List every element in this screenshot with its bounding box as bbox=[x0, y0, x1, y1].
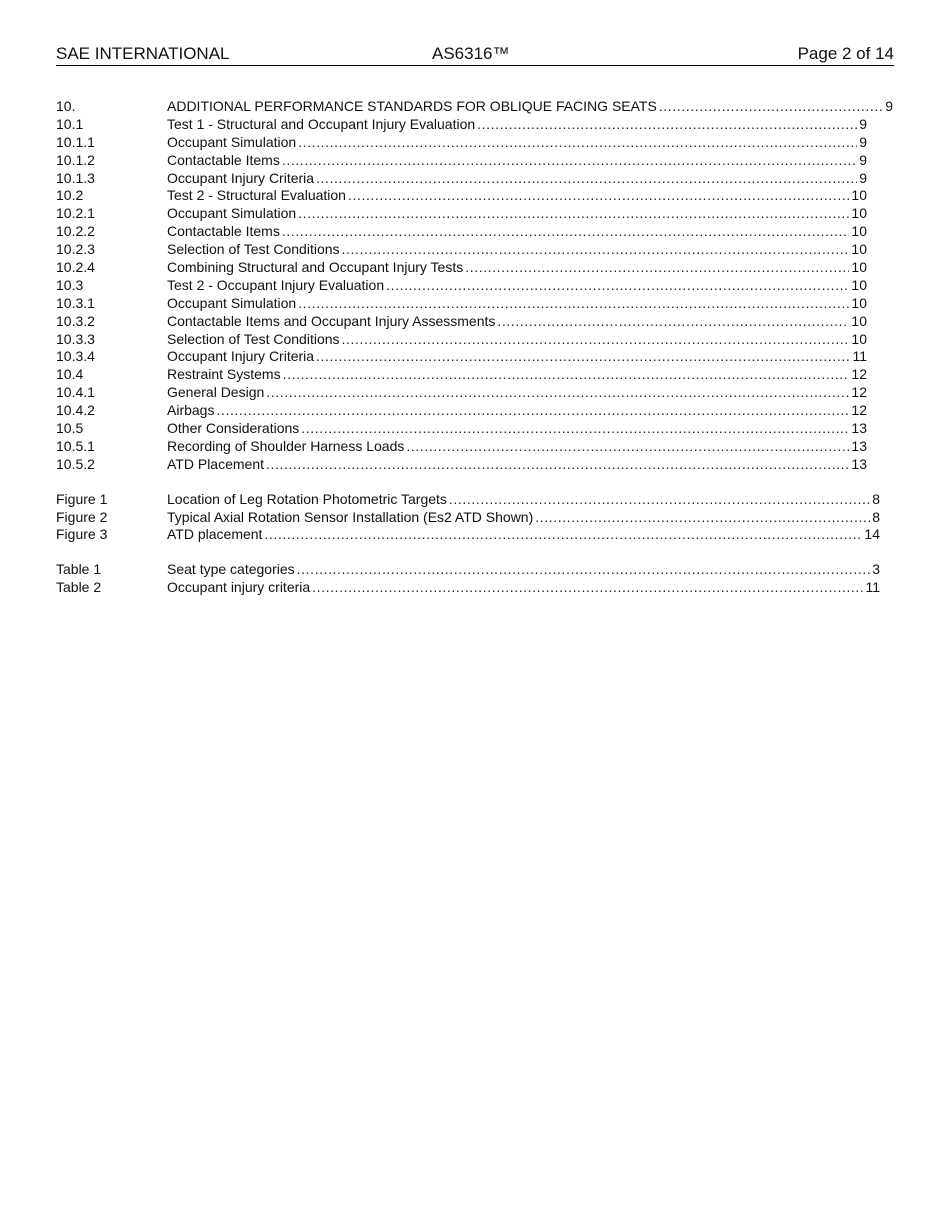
toc-entry-page: 9 bbox=[885, 98, 893, 114]
toc-entry-page: 11 bbox=[865, 579, 880, 596]
toc-entry[interactable] bbox=[56, 152, 880, 170]
toc-entry-title: Occupant Injury Criteria bbox=[167, 169, 315, 186]
toc-entry[interactable] bbox=[56, 241, 880, 259]
toc-entry-title: Contactable Items and Occupant Injury Assessments bbox=[167, 312, 496, 329]
dot-leader bbox=[282, 223, 850, 241]
dot-leader bbox=[497, 313, 849, 331]
header-organization: SAE INTERNATIONAL bbox=[56, 44, 230, 63]
toc-entry-page: 9 bbox=[859, 115, 867, 132]
toc-entry-title: ATD placement bbox=[167, 526, 263, 543]
toc-entry-number: 10.3 bbox=[56, 276, 84, 293]
toc-entry-page: 13 bbox=[851, 420, 867, 437]
toc-entry-title: Location of Leg Rotation Photometric Targets bbox=[167, 490, 447, 507]
toc-entry-title: Seat type categories bbox=[167, 561, 295, 578]
toc-entry-number: Figure 3 bbox=[56, 526, 108, 543]
toc-entry[interactable] bbox=[56, 277, 880, 295]
dot-leader bbox=[386, 277, 849, 295]
toc-entry-title: Contactable Items bbox=[167, 223, 280, 240]
toc-entry-title: Combining Structural and Occupant Injury Tests bbox=[167, 259, 464, 276]
toc-entry-page: 9 bbox=[859, 133, 867, 150]
toc-entry-number: 10.5.1 bbox=[56, 437, 95, 454]
toc-entry-number: 10.1 bbox=[56, 115, 84, 132]
toc-entry-number: 10.2.1 bbox=[56, 205, 95, 222]
header-document-number: AS6316™ bbox=[432, 44, 510, 63]
toc-entry[interactable] bbox=[56, 366, 880, 384]
dot-leader bbox=[348, 187, 849, 205]
dot-leader bbox=[266, 456, 849, 474]
toc-entry[interactable] bbox=[56, 402, 880, 420]
dot-leader bbox=[342, 241, 850, 259]
toc-entry-title: Contactable Items bbox=[167, 151, 280, 168]
toc-entry-page: 13 bbox=[851, 437, 867, 454]
toc-figures bbox=[56, 491, 880, 545]
toc-entry-number: 10.4 bbox=[56, 366, 84, 383]
toc-entry-title: Occupant Simulation bbox=[167, 133, 297, 150]
dot-leader bbox=[216, 402, 849, 420]
dot-leader bbox=[283, 366, 850, 384]
header-page-number: Page 2 of 14 bbox=[797, 44, 894, 63]
toc-entry[interactable] bbox=[56, 295, 880, 313]
toc-entry-number: Figure 1 bbox=[56, 490, 108, 507]
dot-leader bbox=[264, 526, 862, 544]
toc-entry-page: 8 bbox=[872, 508, 880, 525]
toc-entry-page: 10 bbox=[851, 294, 867, 311]
toc-entry-page: 9 bbox=[859, 169, 867, 186]
toc-entry-title: Selection of Test Conditions bbox=[167, 330, 340, 347]
toc-entry-number: 10.4.2 bbox=[56, 402, 95, 419]
toc-entry-title: ADDITIONAL PERFORMANCE STANDARDS FOR OBLIQUE FACING SEATS bbox=[167, 98, 657, 114]
toc-entry-number: 10.5.2 bbox=[56, 455, 95, 472]
dot-leader bbox=[465, 259, 849, 277]
dot-leader bbox=[316, 170, 857, 188]
toc-entry[interactable] bbox=[56, 313, 880, 331]
toc-entry-number: 10.5 bbox=[56, 420, 84, 437]
toc-entry-page: 10 bbox=[851, 241, 867, 258]
dot-leader bbox=[298, 205, 849, 223]
toc-entry-number: 10.2 bbox=[56, 187, 84, 204]
dot-leader bbox=[449, 491, 870, 509]
table-of-contents bbox=[56, 98, 893, 597]
toc-entry-number: 10.3.4 bbox=[56, 348, 95, 365]
toc-entry-number: 10.3.1 bbox=[56, 294, 95, 311]
toc-entry-page: 9 bbox=[859, 151, 867, 168]
dot-leader bbox=[659, 98, 883, 116]
toc-entry[interactable] bbox=[56, 205, 880, 223]
toc-entry-number: 10.4.1 bbox=[56, 384, 95, 401]
toc-entry[interactable] bbox=[56, 331, 880, 349]
toc-entry-number: 10.1.2 bbox=[56, 151, 95, 168]
toc-entry-page: 3 bbox=[872, 561, 880, 578]
toc-tables bbox=[56, 561, 880, 597]
toc-entry[interactable] bbox=[56, 348, 880, 366]
toc-entry-number: 10.2.3 bbox=[56, 241, 95, 258]
toc-entry[interactable] bbox=[56, 420, 880, 438]
toc-entry-page: 10 bbox=[851, 330, 867, 347]
toc-entry-number: 10.3.3 bbox=[56, 330, 95, 347]
toc-entry-page: 10 bbox=[851, 205, 867, 222]
toc-entry-title: General Design bbox=[167, 384, 265, 401]
toc-entry-title: Occupant Simulation bbox=[167, 205, 297, 222]
toc-entry-number: Table 2 bbox=[56, 579, 102, 596]
toc-entry[interactable] bbox=[56, 438, 880, 456]
dot-leader bbox=[298, 295, 849, 313]
toc-entry-title: Occupant Injury Criteria bbox=[167, 348, 315, 365]
toc-entry-title: Other Considerations bbox=[167, 420, 300, 437]
toc-entry-number: 10.2.4 bbox=[56, 259, 95, 276]
toc-entry-title: Test 2 - Structural Evaluation bbox=[167, 187, 346, 204]
dot-leader bbox=[477, 116, 857, 134]
toc-entry[interactable] bbox=[56, 509, 880, 527]
dot-leader bbox=[535, 509, 870, 527]
toc-entry-number: 10.3.2 bbox=[56, 312, 95, 329]
toc-entry[interactable] bbox=[56, 187, 880, 205]
page-header bbox=[56, 44, 894, 66]
toc-entry[interactable] bbox=[56, 384, 880, 402]
toc-entry-page: 13 bbox=[851, 455, 867, 472]
dot-leader bbox=[297, 561, 871, 579]
toc-entry-page: 10 bbox=[851, 223, 867, 240]
toc-entry[interactable] bbox=[56, 579, 880, 597]
toc-entry[interactable] bbox=[56, 259, 880, 277]
toc-entry-title: ATD Placement bbox=[167, 455, 264, 472]
toc-entry-number: 10.2.2 bbox=[56, 223, 95, 240]
toc-entry-title: Airbags bbox=[167, 402, 215, 419]
toc-entry-page: 12 bbox=[851, 366, 867, 383]
toc-entry-title: Typical Axial Rotation Sensor Installation (Es2 ATD Shown) bbox=[167, 508, 534, 525]
toc-entry-title: Restraint Systems bbox=[167, 366, 281, 383]
toc-entry[interactable] bbox=[56, 561, 880, 579]
toc-entry-number: 10.1.3 bbox=[56, 169, 95, 186]
toc-entry-page: 14 bbox=[864, 526, 880, 543]
toc-entry[interactable] bbox=[56, 491, 880, 509]
toc-entry-title: Occupant Simulation bbox=[167, 294, 297, 311]
dot-leader bbox=[301, 420, 849, 438]
dot-leader bbox=[282, 152, 857, 170]
dot-leader bbox=[406, 438, 849, 456]
toc-entry[interactable] bbox=[56, 98, 893, 116]
dot-leader bbox=[312, 579, 863, 597]
toc-entry-title: Test 1 - Structural and Occupant Injury Evaluation bbox=[167, 115, 476, 132]
toc-sections bbox=[56, 98, 893, 474]
toc-entry-number: 10.1.1 bbox=[56, 133, 95, 150]
dot-leader bbox=[266, 384, 849, 402]
toc-entry-title: Occupant injury criteria bbox=[167, 579, 311, 596]
toc-entry-title: Recording of Shoulder Harness Loads bbox=[167, 437, 405, 454]
toc-entry[interactable] bbox=[56, 134, 880, 152]
toc-entry[interactable] bbox=[56, 116, 880, 134]
toc-entry[interactable] bbox=[56, 223, 880, 241]
toc-entry-page: 12 bbox=[851, 384, 867, 401]
toc-entry-number: 10. bbox=[56, 98, 76, 114]
toc-entry-page: 10 bbox=[851, 276, 867, 293]
toc-entry-title: Selection of Test Conditions bbox=[167, 241, 340, 258]
dot-leader bbox=[342, 331, 850, 349]
toc-entry-page: 10 bbox=[851, 187, 867, 204]
toc-entry-number: Table 1 bbox=[56, 561, 102, 578]
toc-entry[interactable] bbox=[56, 456, 880, 474]
toc-entry[interactable] bbox=[56, 526, 880, 544]
toc-entry-title: Test 2 - Occupant Injury Evaluation bbox=[167, 276, 385, 293]
toc-entry-number: Figure 2 bbox=[56, 508, 108, 525]
toc-entry-page: 10 bbox=[851, 259, 867, 276]
toc-entry[interactable] bbox=[56, 170, 880, 188]
toc-entry-page: 12 bbox=[851, 402, 867, 419]
toc-entry-page: 10 bbox=[851, 312, 867, 329]
toc-entry-page: 11 bbox=[852, 348, 867, 365]
dot-leader bbox=[298, 134, 857, 152]
dot-leader bbox=[316, 348, 850, 366]
toc-entry-page: 8 bbox=[872, 490, 880, 507]
